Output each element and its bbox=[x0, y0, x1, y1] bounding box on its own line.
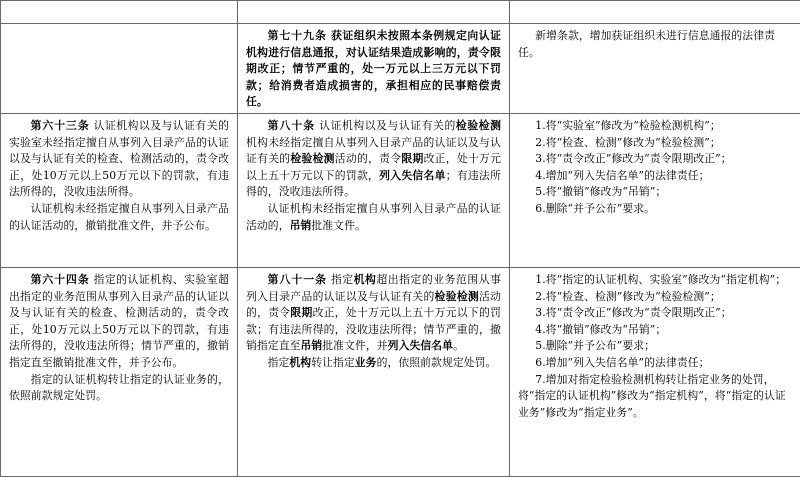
note-item: 3.将“责令改正”修改为“责令限期改正”； bbox=[518, 151, 792, 168]
table-row-header-blank bbox=[1, 1, 800, 24]
note-cell bbox=[510, 24, 800, 114]
note-item: 1.将“指定的认证机构、实验室”修改为“指定机构”； bbox=[518, 272, 792, 289]
bold-change-text: 吊销 bbox=[290, 219, 312, 232]
article-text: 指定 bbox=[327, 273, 354, 286]
article-text: 认证机构以及与认证有关的 bbox=[315, 119, 456, 132]
article-text: 指定的认证机构转让指定的认证业务的，依照前款规定处罚。 bbox=[9, 373, 229, 403]
note-item: 7.增加对指定检验检测机构转让指定业务的处罚，将“指定的认证机构”修改为“指定机构”，将“指定的认证业务”修改为“指定业务”。 bbox=[518, 372, 792, 422]
old-text-cell bbox=[1, 268, 238, 477]
blank-cell-new bbox=[238, 1, 510, 24]
article-text: 认证机构未经指定擅自从事列入目录产品的认证活动的，撤销批准文件，并予公布。 bbox=[9, 202, 229, 232]
new-text-cell bbox=[238, 114, 510, 268]
new-text-cell bbox=[238, 268, 510, 477]
article-text: 改正，处十万元以上五十万元以下的罚款；有违法所得的，没收违法所得；情节严重的，撤销指定直至 bbox=[246, 306, 501, 352]
article-paragraph bbox=[9, 372, 229, 405]
bold-change-text: 机构 bbox=[289, 356, 311, 369]
table-row bbox=[1, 114, 800, 268]
bold-change-text: 检验检测 bbox=[435, 290, 479, 303]
note-item: 5.将“撤销”修改为“吊销”； bbox=[518, 184, 792, 201]
article-paragraph bbox=[246, 28, 501, 111]
article-text: 。 bbox=[453, 339, 464, 352]
article-paragraph bbox=[246, 118, 501, 201]
new-text-cell bbox=[238, 24, 510, 114]
old-text-cell bbox=[1, 114, 238, 268]
article-number: 第八十一条 bbox=[268, 273, 327, 286]
note-cell bbox=[510, 114, 800, 268]
bold-change-text: 机构 bbox=[354, 273, 377, 286]
article-paragraph bbox=[246, 201, 501, 234]
bold-change-text: 获证组织未按照本条例规定向认证机构进行信息通报，对认证结果造成影响的，责令限期改正；情节严重的，处一万元以上三万元以下罚款；给消费者造成损害的，承担相应的民事赔偿责任。 bbox=[246, 29, 501, 108]
article-text: 指定的认证机构、实验室超出指定的业务范围从事列入目录产品的认证以及与认证有关的检查、检测活动的，责令改正，处10万元以上50万元以下的罚款，有违法所得的，没收违法所得；情节严重的，撤销指定直至撤销批准文件，并予公布。 bbox=[9, 273, 229, 369]
article-text: 的，依照前款规定处罚。 bbox=[377, 356, 497, 369]
bold-change-text: 限期 bbox=[401, 152, 423, 165]
note-item: 1.将“实验室”修改为“检验检测机构”； bbox=[518, 118, 792, 135]
article-paragraph bbox=[246, 355, 501, 372]
article-text: 转让指定 bbox=[311, 356, 355, 369]
article-text: 活动的，责令 bbox=[335, 152, 402, 165]
blank-cell-old bbox=[1, 1, 238, 24]
article-text: 超出指定的业务范围从事列入目录产品的认证以及与认证有关的 bbox=[246, 273, 501, 303]
article-paragraph bbox=[9, 201, 229, 234]
article-number: 第六十三条 bbox=[31, 119, 90, 132]
note-item: 6.增加“列入失信名单”的法律责任； bbox=[518, 355, 792, 372]
note-cell bbox=[510, 268, 800, 477]
table-row bbox=[1, 24, 800, 114]
article-paragraph bbox=[9, 118, 229, 201]
article-number: 第七十九条 bbox=[268, 29, 327, 42]
note-item: 4.将“撤销”修改为“吊销”； bbox=[518, 322, 792, 339]
note-item: 新增条款，增加获证组织未进行信息通报的法律责任。 bbox=[518, 28, 792, 61]
article-text: 机构未经指定擅自从事列入目录产品的认证以及与认证有关的 bbox=[246, 136, 501, 166]
note-item: 2.将“检查、检测”修改为“检验检测”； bbox=[518, 135, 792, 152]
bold-change-text: 检验检测 bbox=[290, 152, 334, 165]
note-item: 5.删除“并予公布”要求； bbox=[518, 338, 792, 355]
note-item: 3.将“责令改正”修改为“责令限期改正”； bbox=[518, 305, 792, 322]
article-text: 认证机构未经指定擅自从事列入目录产品的认证活动的， bbox=[246, 202, 501, 232]
article-text: ；有违法所得的，没收违法所得。 bbox=[246, 169, 501, 199]
article-number: 第八十条 bbox=[268, 119, 316, 132]
old-text-cell bbox=[1, 24, 238, 114]
note-item: 6.删除“并予公布”要求。 bbox=[518, 201, 792, 218]
article-paragraph bbox=[246, 272, 501, 355]
article-text: 批准文件，并 bbox=[322, 339, 387, 352]
article-text: 批准文件。 bbox=[311, 219, 365, 232]
article-text: 认证机构以及与认证有关的实验室未经指定擅自从事列入目录产品的认证以及与认证有关的检查、检测活动的，责令改正，处10万元以上50万元以下的罚款，有违法所得的，没收违法所得。 bbox=[9, 119, 229, 198]
blank-cell-note bbox=[510, 1, 800, 24]
bold-change-text: 列入失信名单 bbox=[379, 169, 446, 182]
bold-change-text: 检验检测 bbox=[456, 119, 501, 132]
bold-change-text: 列入失信名单 bbox=[388, 339, 453, 352]
bold-change-text: 限期 bbox=[290, 306, 312, 319]
bold-change-text: 吊销 bbox=[300, 339, 322, 352]
table-row bbox=[1, 268, 800, 477]
article-paragraph bbox=[9, 272, 229, 372]
article-text: 指定 bbox=[268, 356, 290, 369]
article-text: 活动的，责令 bbox=[246, 290, 501, 320]
note-item: 2.将“检查、检测”修改为“检验检测”； bbox=[518, 289, 792, 306]
article-text: 改正，处十万元以上五十万元以下的罚款， bbox=[246, 152, 501, 182]
note-item: 4.增加“列入失信名单”的法律责任； bbox=[518, 168, 792, 185]
article-number: 第六十四条 bbox=[31, 273, 90, 286]
bold-change-text: 业务 bbox=[355, 356, 377, 369]
